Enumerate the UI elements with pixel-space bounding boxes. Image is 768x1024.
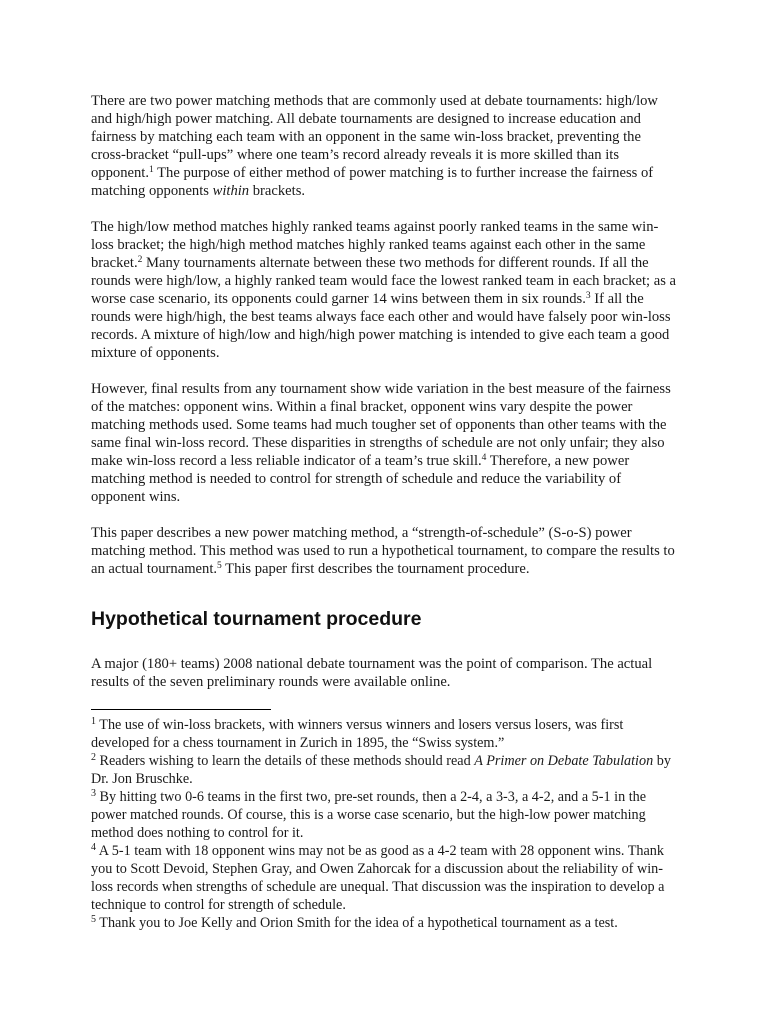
footnote-1 — [91, 716, 676, 752]
footnote-text: By hitting two 0-6 teams in the first two, pre-set rounds, then a 2-4, a 3-3, a 4-2, and a 5-1 in the power matched rounds. Of course, this is a worse case scenario, but the high-low power matching method does nothing to control for it. — [91, 789, 647, 841]
footnote-4 — [91, 842, 676, 914]
footnote-5 — [91, 914, 676, 932]
footnote-number: 5 — [91, 914, 96, 925]
text-run: If all the rounds were high/high, the best teams always face each other and would have falsely poor win-loss records. A mixture of high/low and high/high power matching is intended to give each team a good mixture of opponents. — [91, 291, 671, 361]
footnote-3 — [91, 788, 676, 842]
text-run: brackets. — [249, 183, 306, 199]
footnote-text: by Dr. Jon Bruschke. — [91, 753, 671, 787]
section-heading: Hypothetical tournament procedure — [91, 608, 422, 630]
footnote-number: 1 — [91, 716, 96, 727]
footnotes — [91, 716, 676, 932]
text-run: However, final results from any tournament show wide variation in the best measure of the fairness of the matches: opponent wins. Within a final bracket, opponent wins vary despite the power matching methods used. Some teams had much tougher set of opponents than other teams with the same final win-loss record. These disparities in strengths of schedule are not only unfair; they also make win-loss record a less reliable indicator of a team’s true skill. — [91, 381, 671, 469]
paragraph-opponent-wins — [91, 380, 679, 506]
paragraph-sos-method — [91, 524, 679, 578]
footnote-text: Thank you to Joe Kelly and Orion Smith for the idea of a hypothetical tournament as a test. — [96, 915, 618, 931]
footnote-ref-2: 2 — [137, 255, 143, 265]
text-run: The high/low method matches highly ranked teams against poorly ranked teams in the same win-loss bracket; the high/high method matches highly ranked teams against each other in the same bracket. — [91, 219, 659, 271]
footnote-text: A 5-1 team with 18 opponent wins may not be as good as a 4-2 team with 28 opponent wins. Thank you to Scott Devoid, Stephen Gray, and Owen Zahorcak for a discussion about the reliability of win-loss records when strengths of schedule are unequal. That discussion was the inspiration to develop a technique to control for strength of schedule. — [91, 843, 665, 913]
paragraph-high-low-method — [91, 218, 679, 362]
emphasis-within: within — [212, 183, 250, 199]
footnote-number: 4 — [91, 842, 96, 853]
text-run: This paper first describes the tournament procedure. — [221, 561, 530, 577]
book-title: A Primer on Debate Tabulation — [474, 753, 654, 769]
text-run: This paper describes a new power matching method, a “strength-of-schedule” (S-o-S) power matching method. This method was used to run a hypothetical tournament, to compare the results to an actual tournament. — [91, 525, 675, 577]
text-run: The purpose of either method of power matching is to further increase the fairness of matching opponents — [91, 165, 654, 199]
footnote-2 — [91, 752, 676, 788]
footnote-text: Readers wishing to learn the details of these methods should read — [96, 753, 475, 769]
text-run: Therefore, a new power matching method is needed to control for strength of schedule and reduce the variability of opponent wins. — [91, 453, 630, 505]
paragraph-power-matching-methods — [91, 92, 679, 200]
footnote-number: 3 — [91, 788, 96, 799]
text-run: There are two power matching methods that are commonly used at debate tournaments: high/low and high/high power matching. All debate tournaments are designed to increase education and fairness by matching each team with an opponent in the same win-loss bracket, preventing the cross-bracket “pull-ups” where one team’s record already reveals it is more skilled than its opponent. — [91, 93, 658, 181]
footnote-text: The use of win-loss brackets, with winners versus winners and losers versus losers, was first developed for a chess tournament in Zurich in 1895, the “Swiss system.” — [91, 717, 624, 751]
footnote-ref-4: 4 — [481, 453, 487, 463]
paragraph-point-of-comparison: A major (180+ teams) 2008 national debate tournament was the point of comparison. The actual results of the seven preliminary rounds were available online. — [91, 656, 653, 690]
footnote-ref-1: 1 — [148, 165, 154, 175]
footnote-separator — [91, 709, 271, 710]
intro-section — [91, 92, 679, 596]
footnote-ref-5: 5 — [217, 561, 222, 571]
footnote-ref-3: 3 — [585, 291, 591, 301]
footnote-number: 2 — [91, 752, 96, 763]
text-run: Many tournaments alternate between these two methods for different rounds. If all the rounds were high/low, a highly ranked team would face the lowest ranked team in each bracket; as a worse case scenario, its opponents could garner 14 wins between them in six rounds. — [91, 255, 677, 307]
